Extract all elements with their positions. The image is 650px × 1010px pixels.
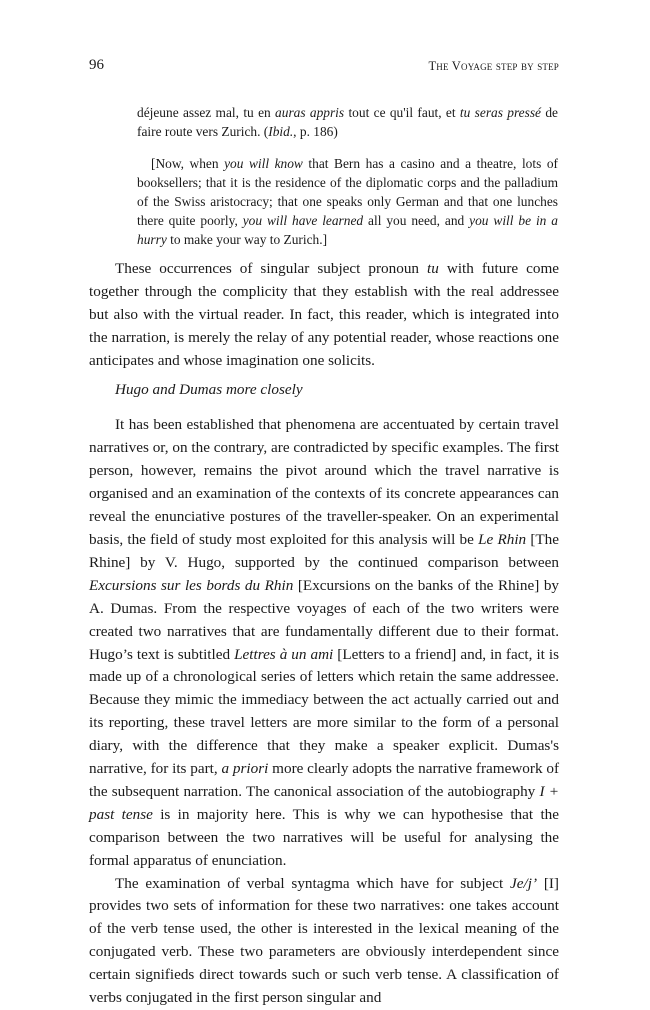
- paragraph-2: It has been established that phenomena are accentuated by certain travel narratives or, on the contrary, are contradicted by specific examples. The first person, however, remains the pivot around which the travel narrative is organised and an examination of the contexts of its concrete appearances can reveal the enunciative postures of the traveller-speaker. On an experimental basis, the field of study most exploited for this analysis will be Le Rhin [The Rhine] by V. Hugo, supported by the continued comparison between Excursions sur les bords du Rhin [Excursions on the banks of the Rhine] by A. Dumas. From the respective voyages of each of the two writers were created two narratives that are fundamentally different due to their format. Hugo’s text is subtitled Lettres à un ami [Letters to a friend] and, in fact, it is made up of a chronological series of letters which retain the same addressee. Because they mimic the immediacy between the act actually carried out and its reporting, these travel letters are more similar to the form of a personal diary, with the difference that they make a speaker explicit. Dumas's narrative, for its part, a priori more clearly adopts the narrative framework of the subsequent narration. The canonical association of the autobiography I + past tense is in majority here. This is why we can hypothesise that the comparison between the two narratives will be useful for analysing the formal apparatus of enunciation.: [89, 416, 560, 869]
- quote-french: déjeune assez mal, tu en auras appris tout ce qu'il faut, et tu seras pressé de faire route vers Zurich. (Ibid., p. 186): [137, 105, 558, 139]
- body-text: [89, 258, 559, 1010]
- page-number: 96: [89, 57, 104, 73]
- quote-english-translation: [Now, when you will know that Bern has a casino and a theatre, lots of booksellers; that it is the residence of the diplomatic corps and the palladium of the Swiss aristocracy; that one speaks only German and that one lunches there quite poorly, you will have learned all you need, and you will be in a hurry to make your way to Zurich.]: [137, 156, 559, 247]
- page-header: [89, 57, 559, 77]
- block-quote: [137, 103, 558, 249]
- paragraph-1: These occurrences of singular subject pronoun tu with future come together through the complicity that they establish with the real addressee but also with the virtual reader. In fact, this reader, which is integrated into the narration, is merely the relay of any potential reader, whose reactions one anticipates and whose imagination one solicits.: [89, 260, 560, 369]
- paragraph-3: The examination of verbal syntagma which have for subject Je/j’ [I] provides two sets of information for these two narratives: one takes account of the verb tense used, the other is interested in the lexical meaning of the conjugated verb. These two parameters are obviously interdependent since certain signifieds direct towards such or such verb tense. A classification of verbs conjugated in the first person singular and: [89, 874, 559, 1007]
- running-title: The Voyage step by step: [428, 59, 559, 73]
- section-heading: Hugo and Dumas more closely: [115, 380, 303, 398]
